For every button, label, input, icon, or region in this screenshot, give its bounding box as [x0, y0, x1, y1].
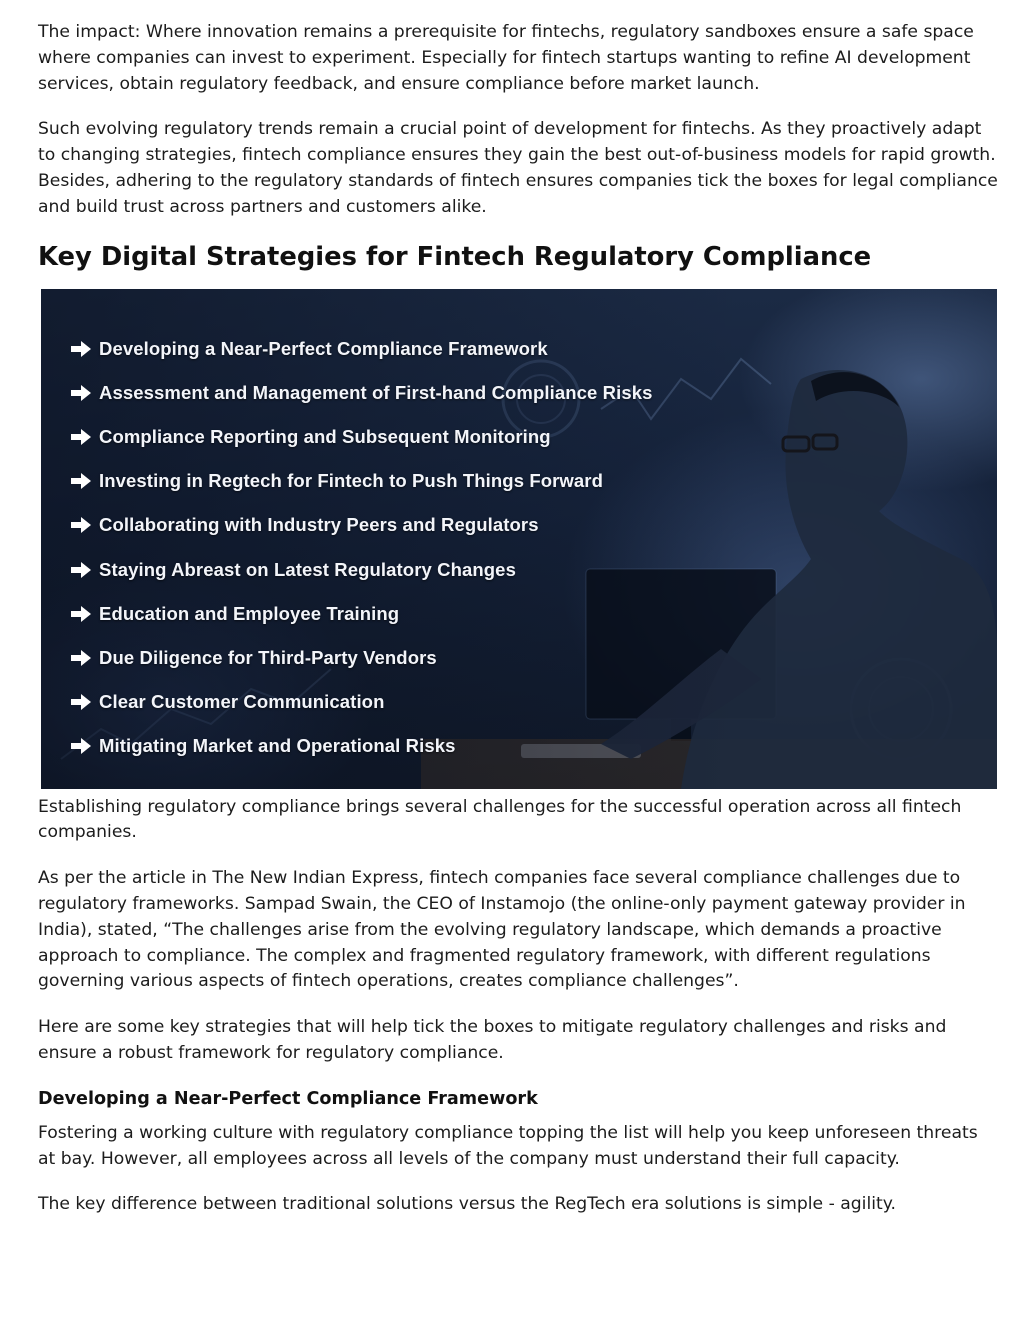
- strategy-item-label: Assessment and Management of First-hand Compliance Risks: [99, 381, 653, 403]
- strategy-item: [71, 680, 653, 724]
- arrow-right-icon: [71, 562, 91, 578]
- arrow-right-icon: [71, 650, 91, 666]
- strategy-item: [71, 459, 653, 503]
- paragraph-key-strategies-intro: Here are some key strategies that will help tick the boxes to mitigate regulatory challenges and risks and ensure a robust framework for regulatory compliance.: [38, 1017, 947, 1063]
- arrow-right-icon: [71, 606, 91, 622]
- paragraph-key-difference: The key difference between traditional solutions versus the RegTech era solutions is simple - agility.: [38, 1194, 896, 1215]
- arrow-right-icon: [71, 473, 91, 489]
- arrow-right-icon: [71, 385, 91, 401]
- strategy-item-label: Developing a Near-Perfect Compliance Framework: [99, 337, 548, 359]
- strategy-item: [71, 327, 653, 371]
- article-content: [38, 20, 1000, 1218]
- arrow-right-icon: [71, 517, 91, 533]
- paragraph-regulatory-trends: Such evolving regulatory trends remain a crucial point of development for fintechs. As they proactively adapt to changing strategies, fintech compliance ensures they gain the best out-of-business models for rapid growth. Besides, adhering to the regulatory standards of fintech ensures companies tick the boxes for legal compliance and build trust across partners and customers alike.: [38, 119, 998, 217]
- paragraph-working-culture: Fostering a working culture with regulatory compliance topping the list will help you keep unforeseen threats at bay. However, all employees across all levels of the company must understand their full capacity.: [38, 1122, 978, 1169]
- arrow-right-icon: [71, 429, 91, 445]
- strategy-item: [71, 503, 653, 547]
- paragraph-new-indian-express: As per the article in The New Indian Express, fintech companies face several compliance challenges due to regulatory frameworks. Sampad Swain, the CEO of Instamojo (the online-only payment gateway provider in India), stated, “The challenges arise from the evolving regulatory landscape, which demands a proactive approach to compliance. The complex and fragmented regulatory framework, with different regulations governing various aspects of fintech operations, creates compliance challenges”.: [38, 868, 966, 992]
- strategy-item-label: Collaborating with Industry Peers and Regulators: [99, 514, 539, 536]
- paragraph-challenges-intro: Establishing regulatory compliance brings several challenges for the successful operation across all fintech companies.: [38, 796, 962, 843]
- strategy-item: [71, 636, 653, 680]
- strategy-item: [71, 371, 653, 415]
- strategy-item-label: Staying Abreast on Latest Regulatory Changes: [99, 558, 516, 580]
- arrow-right-icon: [71, 694, 91, 710]
- strategy-item: [71, 415, 653, 459]
- strategy-item-label: Clear Customer Communication: [99, 691, 385, 713]
- strategies-list: [71, 327, 653, 769]
- strategy-item-label: Compliance Reporting and Subsequent Monitoring: [99, 426, 551, 448]
- arrow-right-icon: [71, 341, 91, 357]
- strategy-item: [71, 724, 653, 768]
- section-heading: Key Digital Strategies for Fintech Regulatory Compliance: [38, 241, 872, 272]
- subsection-heading: Developing a Near-Perfect Compliance Framework: [38, 1088, 538, 1109]
- strategy-item: [71, 548, 653, 592]
- strategy-item-label: Due Diligence for Third-Party Vendors: [99, 646, 437, 668]
- strategy-item-label: Education and Employee Training: [99, 602, 400, 624]
- strategy-item: [71, 592, 653, 636]
- strategy-item-label: Investing in Regtech for Fintech to Push Things Forward: [99, 470, 603, 492]
- arrow-right-icon: [71, 738, 91, 754]
- strategy-item-label: Mitigating Market and Operational Risks: [99, 735, 456, 757]
- paragraph-impact: The impact: Where innovation remains a prerequisite for fintechs, regulatory sandboxes ensure a safe space where companies can invest to experiment. Especially for fintech startups wanting to refine AI development services, obtain regulatory feedback, and ensure compliance before market launch.: [38, 22, 974, 94]
- strategies-banner-image: [41, 289, 997, 789]
